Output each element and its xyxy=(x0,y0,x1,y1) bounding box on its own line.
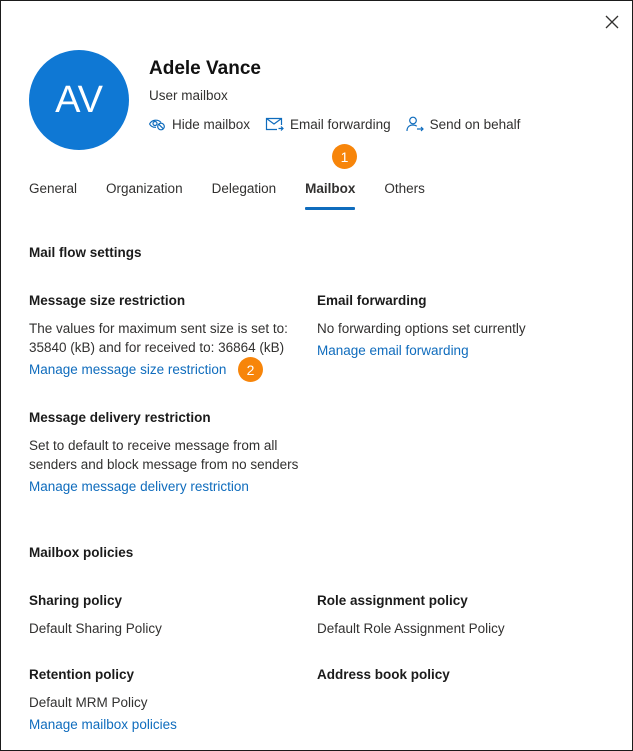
role-assignment-policy-heading: Role assignment policy xyxy=(317,593,468,608)
user-name: Adele Vance xyxy=(149,58,261,79)
callout-badge-2: 2 xyxy=(238,357,263,382)
tab-organization[interactable]: Organization xyxy=(106,181,183,196)
manage-message-delivery-restriction-link[interactable]: Manage message delivery restriction xyxy=(29,479,249,494)
role-assignment-policy-section xyxy=(317,592,617,638)
person-arrow-icon xyxy=(406,116,424,132)
role-assignment-policy-value: Default Role Assignment Policy xyxy=(317,621,505,636)
mail-flow-settings-heading: Mail flow settings xyxy=(29,245,142,260)
message-delivery-restriction-section xyxy=(29,409,299,496)
avatar xyxy=(29,50,129,150)
message-size-restriction-text: The values for maximum sent size is set to: 35840 (kB) and for received to: 36864 (kB) xyxy=(29,321,288,355)
callout-badge-1: 1 xyxy=(332,144,357,169)
hide-mailbox-button[interactable] xyxy=(148,117,250,132)
send-on-behalf-button[interactable] xyxy=(406,116,521,132)
sharing-policy-heading: Sharing policy xyxy=(29,593,123,608)
email-forwarding-section xyxy=(317,292,617,360)
hide-mailbox-label: Hide mailbox xyxy=(172,116,251,132)
tab-general[interactable]: General xyxy=(29,181,78,196)
email-forwarding-heading: Email forwarding xyxy=(317,293,427,308)
retention-policy-heading: Retention policy xyxy=(29,667,135,682)
manage-mailbox-policies-link[interactable]: Manage mailbox policies xyxy=(29,717,177,732)
sharing-policy-value: Default Sharing Policy xyxy=(29,621,162,636)
tab-mailbox[interactable]: Mailbox xyxy=(305,179,355,211)
email-forwarding-button[interactable] xyxy=(265,117,391,132)
email-forwarding-text: No forwarding options set currently xyxy=(317,321,526,336)
address-book-policy-heading: Address book policy xyxy=(317,667,450,682)
tab-delegation[interactable]: Delegation xyxy=(211,181,277,196)
address-book-policy-section xyxy=(317,666,617,693)
sharing-policy-section xyxy=(29,592,309,638)
manage-message-size-restriction-link[interactable]: Manage message size restriction xyxy=(29,362,227,377)
manage-email-forwarding-link[interactable]: Manage email forwarding xyxy=(317,343,469,358)
message-delivery-restriction-heading: Message delivery restriction xyxy=(29,410,211,425)
hide-eye-icon xyxy=(148,117,166,131)
retention-policy-value: Default MRM Policy xyxy=(29,695,148,710)
message-delivery-restriction-text: Set to default to receive message from all senders and block message from no senders xyxy=(29,438,299,472)
mailbox-policies-heading: Mailbox policies xyxy=(29,545,134,560)
email-forwarding-label: Email forwarding xyxy=(290,116,391,132)
tab-list xyxy=(29,179,454,211)
tab-others[interactable]: Others xyxy=(384,181,425,196)
message-size-restriction-section xyxy=(29,292,309,379)
close-button[interactable] xyxy=(601,11,623,33)
header-actions xyxy=(148,115,535,133)
mail-forward-icon xyxy=(265,117,284,131)
mailbox-type: User mailbox xyxy=(149,88,228,103)
message-size-restriction-heading: Message size restriction xyxy=(29,293,186,308)
close-icon xyxy=(605,15,619,29)
avatar-initials: AV xyxy=(55,78,103,121)
retention-policy-section xyxy=(29,666,309,734)
send-on-behalf-label: Send on behalf xyxy=(429,116,521,132)
